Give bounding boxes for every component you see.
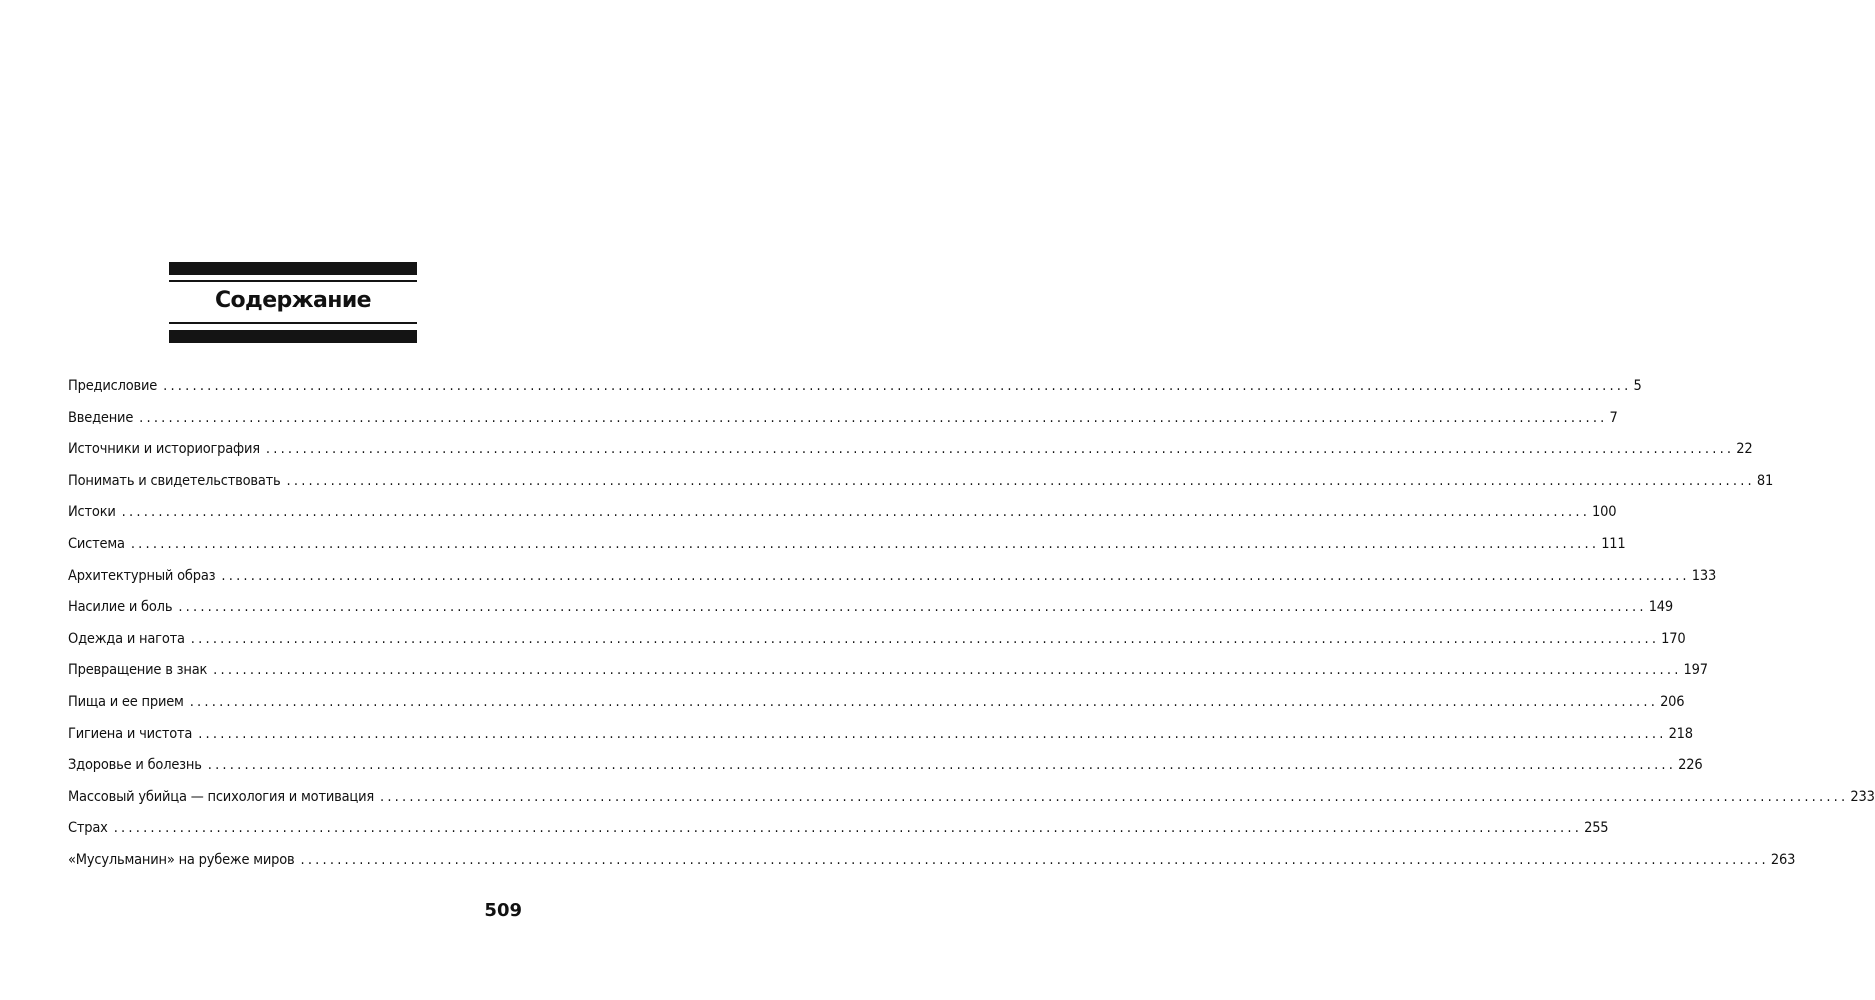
toc-entry-page: 233 — [1850, 788, 1875, 805]
toc-entry[interactable] — [68, 725, 1693, 758]
toc-entry-title: Пища и ее прием — [68, 693, 184, 710]
dot-leader: ........................................................................................................................................................................................................ — [265, 441, 1735, 458]
dot-leader: ........................................................................................................................................................................................................ — [139, 409, 1608, 426]
dot-leader: ........................................................................................................................................................................................................ — [178, 599, 1647, 616]
toc-entry[interactable] — [68, 441, 1753, 473]
decorative-band-top — [169, 262, 417, 275]
toc-entry[interactable] — [68, 757, 1703, 789]
dot-leader: ........................................................................................................................................................................................................ — [163, 378, 1632, 394]
toc-entry-page: 255 — [1584, 820, 1609, 837]
toc-entry-title: Страх — [68, 820, 108, 837]
toc-entry-page: 263 — [1770, 851, 1796, 868]
toc-entry[interactable] — [68, 851, 1796, 884]
dot-leader: ........................................................................................................................................................................................................ — [213, 662, 1682, 679]
toc-entry-title: «Мусульманин» на рубеже миров — [68, 851, 295, 868]
dot-leader: ........................................................................................................................................................................................................ — [198, 725, 1667, 742]
toc-entry[interactable] — [68, 504, 1617, 536]
toc-entry[interactable] — [68, 409, 1618, 442]
toc-entry-page: 7 — [1609, 409, 1618, 426]
toc-entry-page: 226 — [1678, 757, 1703, 774]
toc-entry[interactable] — [68, 567, 1717, 600]
dot-leader: ........................................................................................................................................................................................................ — [189, 693, 1659, 710]
toc-entry-title: Истоки — [68, 504, 116, 521]
dot-leader: ........................................................................................................................................................................................................ — [286, 472, 1755, 489]
toc-entry-title: Здоровье и болезнь — [68, 757, 202, 774]
dot-leader: ........................................................................................................................................................................................................ — [221, 567, 1690, 584]
page-number: 509 — [484, 900, 522, 921]
decorative-band-bottom — [169, 330, 417, 343]
toc-entry-title: Введение — [68, 409, 134, 426]
toc-entry-page: 133 — [1691, 567, 1717, 584]
toc-entry[interactable] — [68, 378, 1642, 410]
toc-entry-page: 111 — [1601, 535, 1626, 552]
dot-leader: ........................................................................................................................................................................................................ — [207, 757, 1677, 774]
toc-entry-title: Массовый убийца — психология и мотивация — [68, 788, 374, 805]
toc-entry-page: 22 — [1736, 441, 1753, 458]
toc-entry[interactable] — [68, 788, 1875, 821]
toc-entry-page: 149 — [1648, 599, 1673, 616]
dot-leader: ........................................................................................................................................................................................................ — [380, 788, 1849, 805]
dot-leader: ........................................................................................................................................................................................................ — [113, 820, 1583, 837]
toc-entry-title: Предисловие — [68, 378, 158, 394]
toc-entry-page: 81 — [1756, 472, 1774, 489]
dot-leader: ........................................................................................................................................................................................................ — [121, 504, 1591, 521]
dot-leader: ........................................................................................................................................................................................................ — [300, 851, 1769, 868]
divider-bottom — [169, 322, 417, 324]
toc-entry-title: Архитектурный образ — [68, 567, 216, 584]
toc-entry-page: 197 — [1683, 662, 1708, 679]
toc-entry[interactable] — [68, 662, 1708, 694]
table-of-contents — [68, 378, 1875, 884]
divider-top — [169, 280, 417, 282]
toc-entry-page: 5 — [1633, 378, 1642, 394]
toc-entry[interactable] — [68, 820, 1609, 852]
toc-entry[interactable] — [68, 693, 1685, 726]
toc-entry-page: 218 — [1668, 725, 1693, 742]
toc-entry-title: Источники и историография — [68, 441, 260, 458]
toc-entry-title: Понимать и свидетельствовать — [68, 472, 281, 489]
dot-leader: ........................................................................................................................................................................................................ — [130, 535, 1600, 552]
toc-entry-title: Система — [68, 535, 125, 552]
toc-entry[interactable] — [68, 630, 1686, 663]
toc-entry-page: 100 — [1592, 504, 1617, 521]
toc-entry-page: 206 — [1660, 693, 1685, 710]
toc-entry-title: Одежда и нагота — [68, 630, 185, 647]
toc-entry-title: Гигиена и чистота — [68, 725, 193, 742]
toc-entry-title: Превращение в знак — [68, 662, 208, 679]
toc-entry[interactable] — [68, 599, 1673, 631]
toc-entry[interactable] — [68, 535, 1626, 568]
page-title: Содержание — [215, 288, 371, 313]
toc-entry-title: Насилие и боль — [68, 599, 173, 616]
toc-entry-page: 170 — [1661, 630, 1686, 647]
dot-leader: ........................................................................................................................................................................................................ — [190, 630, 1660, 647]
contents-header — [169, 262, 417, 344]
toc-entry[interactable] — [68, 472, 1774, 505]
